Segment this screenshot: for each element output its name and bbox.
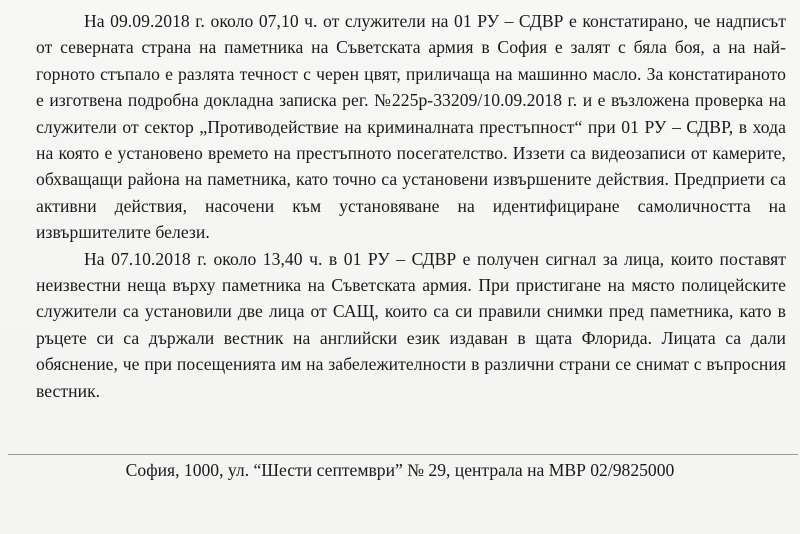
footer-divider: [8, 454, 798, 455]
footer-address: София, 1000, ул. “Шести септември” № 29, централа на МВР 02/9825000: [125, 460, 675, 480]
paragraph-2: На 07.10.2018 г. около 13,40 ч. в 01 РУ – СДВР е получен сигнал за лица, които поставят неизвестни неща върху паметника на Съветската армия. При пристигане на място полицейските служители са установили две лица от САЩ, които са си правили снимки пред паметника, като в ръцете си са държали вестник на английски език издаван в щата Флорида. Лицата са дали обяснение, че при посещенията им на забележителности в различни страни се снимат с въпросния вестник.: [36, 248, 786, 401]
document-body: [36, 8, 786, 404]
paragraph-1: На 09.09.2018 г. около 07,10 ч. от служители на 01 РУ – СДВР е констатирано, че надписът от северната страна на паметника на Съветската армия в София е залят с бяла боя, а на най-горното стъпало е разлята течност с черен цвят, приличаща на машинно масло. За констатираното е изготвена подробна докладна записка рег. №225р-33209/10.09.2018 г. и е възложена проверка на служители от сектор „Противодействие на криминалната престъпност“ при 01 РУ – СДВР, в хода на която е установено времето на престъпното посегателство. Иззети са видеозаписи от камерите, обхващащи района на паметника, като точно са установени извършените действия. Предприети са активни действия, насочени към установяване на идентифициране самоличността на извършителите белези.: [36, 11, 786, 243]
